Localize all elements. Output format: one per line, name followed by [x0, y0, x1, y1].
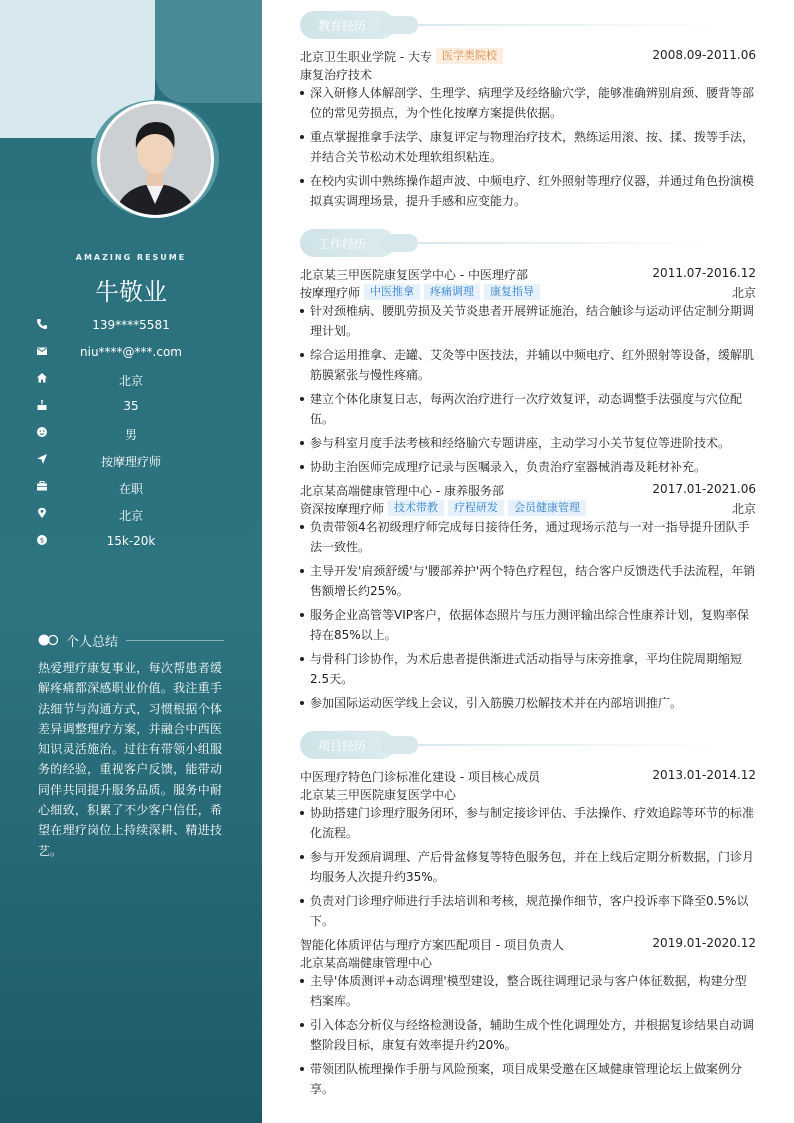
job-date: 2011.07-2016.12: [652, 266, 756, 280]
svg-text:$: $: [39, 536, 45, 545]
skill-tag: 中医推拿: [364, 284, 420, 300]
list-item: 主导'体质测评+动态调理'模型建设，整合既往调理记录与客户体征数据，构建分型档案库。: [300, 971, 756, 1011]
job-city: 北京: [731, 502, 756, 516]
skill-tag: 疗程研发: [448, 500, 504, 516]
divider: [418, 24, 720, 26]
info-salary: [36, 531, 226, 558]
list-item: 针对颈椎病、腰肌劳损及关节炎患者开展辨证施治，结合触诊与运动评估定制分期调理计划。: [300, 301, 756, 341]
project-org: 北京某三甲医院康复医学中心: [300, 788, 457, 802]
list-item: 与骨科门诊协作，为术后患者提供渐进式活动指导与床旁推拿，平均住院周期缩短2.5天。: [300, 649, 756, 689]
info-location: [36, 504, 226, 531]
education-row: [300, 48, 756, 66]
education-date: 2008.09-2011.06: [652, 48, 756, 62]
section-title: 项目经历: [318, 739, 367, 753]
info-status: [36, 477, 226, 504]
job-city: 北京: [731, 286, 756, 300]
list-item: 协助搭建门诊理疗服务闭环，参与制定接诊评估、手法操作、疗效追踪等环节的标准化流程。: [300, 803, 756, 843]
info-age: [36, 396, 226, 423]
divider: [418, 744, 720, 746]
job-company: 北京某三甲医院康复医学中心 - 中医理疗部: [300, 268, 528, 282]
section-knob: [380, 234, 418, 252]
salary-value: 15k-20k: [106, 534, 156, 548]
project-bullets: [300, 971, 756, 1103]
divider: [126, 640, 224, 641]
list-item: 引入体态分析仪与经络检测设备，辅助生成个性化调理处方，并根据复诊结果自动调整阶段目标，康复有效率提升约20%。: [300, 1015, 756, 1055]
job-header: [300, 482, 756, 500]
list-item: 建立个体化康复日志，每两次治疗进行一次疗效复评，动态调整手法强度与穴位配伍。: [300, 389, 756, 429]
section-knob: [380, 736, 418, 754]
email-value: niu****@***.com: [80, 345, 182, 359]
list-item: 负责带领4名初级理疗师完成每日接待任务，通过现场示范与一对一指导提升团队手法一致性。: [300, 517, 756, 557]
job-role: 资深按摩理疗师: [300, 502, 385, 516]
list-item: 协助主治医师完成理疗记录与医嘱录入，负责治疗室器械消毒及耗材补充。: [300, 457, 756, 477]
resume-tagline: AMAZING RESUME: [75, 253, 187, 262]
job-date: 2017.01-2021.06: [652, 482, 756, 496]
list-item: 服务企业高管等VIP客户，依据体态照片与压力测评输出综合性康养计划，复购率保持在85%以上。: [300, 605, 756, 645]
job-bullets: [300, 517, 756, 717]
info-position: [36, 450, 226, 477]
education-major-row: [300, 66, 756, 84]
info-email: [36, 342, 226, 369]
summary-text: 热爱理疗康复事业，每次帮患者缓解疼痛都深感职业价值。我注重手法细节与沟通方式，习惯根据个体差异调整理疗方案，并融合中西医知识灵活施治。过往有带领小组服务的经验，重视客户反馈，能带动同伴共同提升服务品质。服务中耐心细致，积累了不少客户信任，希望在理疗岗位上持续深耕、精进技艺。: [38, 661, 222, 858]
divider: [418, 242, 720, 244]
list-item: 深入研修人体解剖学、生理学、病理学及经络腧穴学，能够准确辨别肩颈、腰背等部位的常见劳损点，为个性化按摩方案提供依据。: [300, 83, 756, 123]
list-item: 主导开发'肩颈舒缓'与'腰部养护'两个特色疗程包，结合客户反馈迭代手法流程，年销售额增长约25%。: [300, 561, 756, 601]
list-item: 参与开发颈肩调理、产后骨盆修复等特色服务包，并在上线后定期分析数据，门诊月均服务人次提升约35%。: [300, 847, 756, 887]
section-education-header: [300, 11, 730, 39]
project-date: 2013.01-2014.12: [652, 768, 756, 782]
school-tag: 医学类院校: [436, 48, 503, 64]
project-name: 中医理疗特色门诊标准化建设 - 项目核心成员: [300, 770, 540, 784]
list-item: 在校内实训中熟练操作超声波、中频电疗、红外照射等理疗仪器，并通过角色扮演模拟真实调理场景，提升手感和应变能力。: [300, 171, 756, 211]
info-residence: [36, 369, 226, 396]
job-role-row: [300, 500, 756, 518]
job-header: [300, 266, 756, 284]
job-role-row: [300, 284, 756, 302]
gender-value: 男: [124, 428, 137, 442]
skill-tag: 疼痛调理: [424, 284, 480, 300]
skill-tag: 康复指导: [484, 284, 540, 300]
age-value: 35: [123, 399, 139, 413]
education-bullets: [300, 83, 756, 215]
list-item: 参加国际运动医学线上会议，引入筋膜刀松解技术并在内部培训推广。: [300, 693, 756, 713]
skill-tag: 技术带教: [388, 500, 444, 516]
skill-tag: 会员健康管理: [508, 500, 586, 516]
project-date: 2019.01-2020.12: [652, 936, 756, 950]
list-item: 综合运用推拿、走罐、艾灸等中医技法，并辅以中频电疗、红外照射等设备，缓解肌筋膜紧张与慢性疼痛。: [300, 345, 756, 385]
decor-shape: [155, 0, 262, 103]
project-name: 智能化体质评估与理疗方案匹配项目 - 项目负责人: [300, 938, 564, 952]
section-work-header: [300, 229, 730, 257]
education-major: 康复治疗技术: [300, 68, 373, 82]
job-bullets: [300, 301, 756, 481]
list-item: 重点掌握推拿手法学、康复评定与物理治疗技术，熟练运用滚、按、揉、拨等手法，并结合关节松动术处理软组织粘连。: [300, 127, 756, 167]
job-company: 北京某高端健康管理中心 - 康养服务部: [300, 484, 504, 498]
section-title: 教育经历: [318, 19, 367, 33]
project-org-row: [300, 786, 756, 804]
section-knob: [380, 16, 418, 34]
project-header: [300, 768, 756, 786]
project-org-row: [300, 954, 756, 972]
status-value: 在职: [118, 482, 143, 496]
list-item: 负责对门诊理疗师进行手法培训和考核，规范操作细节，客户投诉率下降至0.5%以下。: [300, 891, 756, 931]
section-title: 工作经历: [318, 237, 367, 251]
project-org: 北京某高端健康管理中心: [300, 956, 433, 970]
contact-info: [36, 315, 226, 558]
list-item: 参与科室月度手法考核和经络腧穴专题讲座，主动学习小关节复位等进阶技术。: [300, 433, 756, 453]
project-header: [300, 936, 756, 954]
residence-value: 北京: [118, 374, 143, 388]
info-phone: [36, 315, 226, 342]
toggle-dots-icon: [38, 634, 60, 646]
avatar-photo: [100, 104, 211, 215]
summary-title: 个人总结: [66, 635, 119, 650]
summary-heading: [38, 630, 224, 650]
job-role: 按摩理疗师: [300, 286, 361, 300]
position-value: 按摩理疗师: [100, 455, 161, 469]
school-name: 北京卫生职业学院 - 大专: [300, 50, 432, 64]
section-projects-header: [300, 731, 730, 759]
candidate-name: 牛敬业: [95, 278, 167, 306]
location-value: 北京: [118, 509, 143, 523]
sidebar: [0, 0, 262, 1123]
info-gender: [36, 423, 226, 450]
phone-value: 139****5581: [92, 318, 170, 332]
list-item: 带领团队梳理操作手册与风险预案，项目成果受邀在区域健康管理论坛上做案例分享。: [300, 1059, 756, 1099]
avatar: [97, 101, 214, 218]
project-bullets: [300, 803, 756, 935]
